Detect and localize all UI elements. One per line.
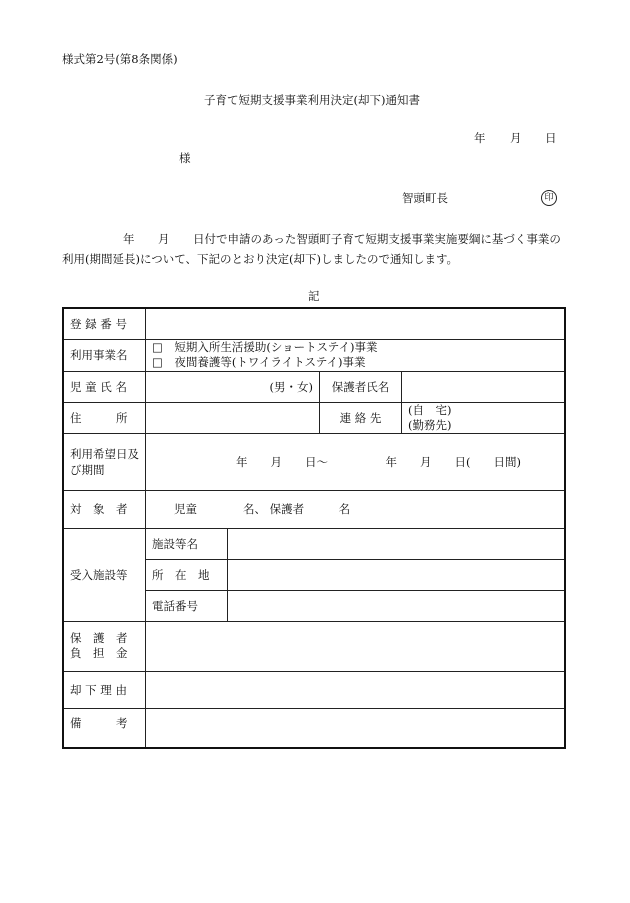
facility-location-label: 所 在 地 [146,559,228,590]
address-label: 住 所 [63,402,146,433]
burden-label [63,621,146,671]
registration-label: 登 録 番 号 [63,308,146,339]
child-name-label: 児 童 氏 名 [63,371,146,402]
child-name-row [63,371,565,402]
period-row [63,433,565,490]
para-line-1: 日付で申請のあった智頭町子育て短期支援事業実施要綱に基づく事業の [193,232,561,246]
contact-home: (自 宅) [408,402,452,417]
service-option-twilight-stay[interactable]: □ 夜間養護等(トワイライトステイ)事業 [152,355,366,369]
target-label: 対 象 者 [63,490,146,528]
facility-phone-value[interactable] [228,590,566,621]
burden-label-line2: 負 担 金 [70,646,128,660]
addressee-suffix: 様 [179,151,191,165]
para-year: 年 [123,232,135,246]
service-option-short-stay[interactable]: □ 短期入所生活援助(ショートステイ)事業 [152,340,378,354]
remarks-value[interactable] [146,708,566,748]
seal-mark: 印 [541,190,557,206]
date-year: 年 [474,131,486,145]
facility-name-value[interactable] [228,528,566,559]
remarks-label: 備 考 [63,708,146,748]
address-row [63,402,565,433]
service-label: 利用事業名 [63,339,146,371]
target-row [63,490,565,528]
target-value[interactable]: 児童 名、 保護者 名 [146,490,566,528]
ki-heading: 記 [308,289,320,303]
date-month: 月 [510,131,522,145]
service-row [63,339,565,371]
burden-value[interactable] [146,621,566,671]
child-name-value[interactable] [146,371,320,402]
rejection-label: 却 下 理 由 [63,671,146,708]
contact-value[interactable] [402,402,566,433]
rejection-value[interactable] [146,671,566,708]
form-number: 様式第2号(第8条関係) [62,52,178,66]
sender-name: 智頭町長 [402,191,448,205]
burden-row [63,621,565,671]
period-value[interactable]: 年 月 日～ 年 月 日( 日間) [146,433,566,490]
facility-location-value[interactable] [228,559,566,590]
guardian-name-label: 保護者氏名 [320,371,402,402]
document-title: 子育て短期支援事業利用決定(却下)通知書 [204,93,420,107]
period-label: 利用希望日及び期間 [63,433,146,490]
facility-name-label: 施設等名 [146,528,228,559]
facility-name-row [63,528,565,559]
burden-label-line1: 保 護 者 [70,631,128,645]
gender-selector[interactable]: (男・女) [269,379,313,394]
remarks-row [63,708,565,748]
para-month: 月 [158,232,170,246]
facility-label: 受入施設等 [63,528,146,621]
contact-label: 連 絡 先 [320,402,402,433]
address-value[interactable] [146,402,320,433]
contact-work: (勤務先) [408,417,452,432]
guardian-name-value[interactable] [402,371,566,402]
facility-phone-label: 電話番号 [146,590,228,621]
service-options [146,339,566,371]
para-line-2: 利用(期間延長)について、下記のとおり決定(却下)しましたので通知します。 [62,252,459,266]
registration-row [63,308,565,339]
rejection-row [63,671,565,708]
notice-form-table [62,307,566,749]
registration-value[interactable] [146,308,566,339]
date-day: 日 [545,131,557,145]
